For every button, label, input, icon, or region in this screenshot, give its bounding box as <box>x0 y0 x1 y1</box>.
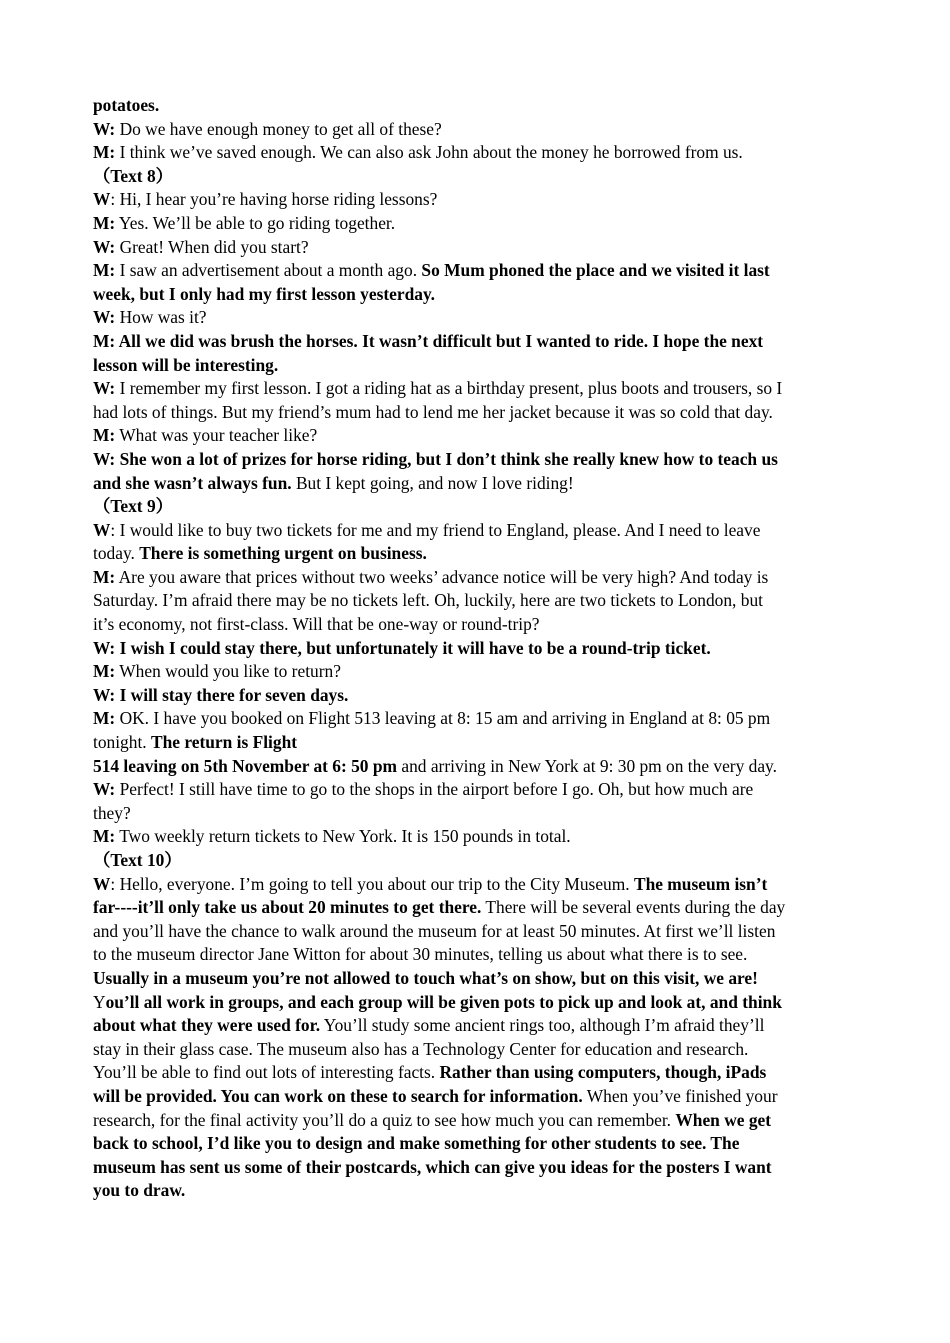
text-line <box>93 637 863 661</box>
text-run: Do we have enough money to get all of these? <box>115 118 442 139</box>
text-line <box>93 731 863 755</box>
bold-text: M: <box>93 260 116 281</box>
text-line <box>93 1085 863 1109</box>
text-run: Great! When did you start? <box>115 236 309 257</box>
text-line <box>93 519 863 543</box>
text-run: When you’ve finished your <box>582 1085 778 1106</box>
bold-text: ou’ll all work in groups, and each group will be given pots to pick up and look at, and think <box>105 991 782 1012</box>
bold-text: M: All we did was brush the horses. It wasn’t difficult but I wanted to ride. I hope the next <box>93 330 764 351</box>
text-line <box>93 873 863 897</box>
text-line <box>93 401 863 425</box>
text-run: Y <box>93 991 106 1012</box>
text-line <box>93 118 863 142</box>
text-line <box>93 259 863 283</box>
bold-text: M: <box>93 708 116 729</box>
text-line <box>93 1109 863 1133</box>
text-line <box>93 802 863 826</box>
document-page <box>93 94 863 1203</box>
text-run: it’s economy, not first-class. Will that be one-way or round-trip? <box>93 614 540 635</box>
bold-text: W: <box>93 307 116 328</box>
text-run: : Hello, everyone. I’m going to tell you about our trip to the City Museum. <box>110 873 634 894</box>
bold-text: will be provided. You can work on these to search for information. <box>93 1085 583 1106</box>
bold-text: week, but I only had my first lesson yesterday. <box>93 283 436 304</box>
text-line <box>93 495 863 519</box>
bold-text: W: <box>93 236 116 257</box>
bold-text: （Text 8） <box>93 165 174 186</box>
text-line <box>93 1061 863 1085</box>
text-line <box>93 684 863 708</box>
text-line <box>93 660 863 684</box>
text-run: had lots of things. But my friend’s mum had to lend me her jacket because it was so cold that day. <box>93 401 773 422</box>
text-run: OK. I have you booked on Flight 513 leaving at 8: 15 am and arriving in England at 8: 05 pm <box>115 708 771 729</box>
text-run: today. <box>93 543 140 564</box>
text-run: : Hi, I hear you’re having horse riding lessons? <box>110 189 438 210</box>
bold-text: museum has sent us some of their postcards, which can give you ideas for the posters I want <box>93 1156 772 1177</box>
text-run: Saturday. I’m afraid there may be no tickets left. Oh, luckily, here are two tickets to London, but <box>93 590 763 611</box>
text-run: they? <box>93 802 131 823</box>
text-run: When would you like to return? <box>115 661 341 682</box>
text-line <box>93 943 863 967</box>
bold-text: W: She won a lot of prizes for horse riding, but I don’t think she really knew how to teach us <box>93 448 778 469</box>
bold-text: W <box>93 519 111 540</box>
text-run: Are you aware that prices without two weeks’ advance notice will be very high? And today is <box>115 566 769 587</box>
bold-text: 514 leaving on 5th November at 6: 50 pm <box>93 755 398 776</box>
bold-text: M: <box>93 566 116 587</box>
bold-text: W: I wish I could stay there, but unfortunately it will have to be a round-trip ticket. <box>93 637 711 658</box>
text-run: and arriving in New York at 9: 30 pm on the very day. <box>397 755 777 776</box>
bold-text: （Text 10） <box>93 850 182 870</box>
text-line <box>93 165 863 189</box>
text-run: stay in their glass case. The museum also has a Technology Center for education and research. <box>93 1038 749 1059</box>
text-line <box>93 589 863 613</box>
text-run: I think we’ve saved enough. We can also ask John about the money he borrowed from us. <box>115 142 743 163</box>
text-line <box>93 1132 863 1156</box>
bold-text: M: <box>93 142 116 163</box>
text-line <box>93 94 863 118</box>
text-line <box>93 424 863 448</box>
bold-text: about what they were used for. <box>93 1015 321 1036</box>
text-line <box>93 236 863 260</box>
text-line <box>93 825 863 849</box>
text-run: How was it? <box>115 307 207 328</box>
bold-text: M: <box>93 661 116 682</box>
text-run: You’ll study some ancient rings too, although I’m afraid they’ll <box>320 1015 765 1036</box>
text-line <box>93 778 863 802</box>
text-line <box>93 212 863 236</box>
text-line <box>93 283 863 307</box>
bold-text: The museum isn’t <box>633 873 768 894</box>
bold-text: you to draw. <box>93 1180 186 1201</box>
bold-text: Rather than using computers, though, iPads <box>439 1062 767 1083</box>
text-run: Two weekly return tickets to New York. It is 150 pounds in total. <box>115 826 571 847</box>
bold-text: W: <box>93 378 116 399</box>
text-line <box>93 1038 863 1062</box>
bold-text: M: <box>93 212 116 233</box>
text-line <box>93 448 863 472</box>
text-run: But I kept going, and now I love riding! <box>291 472 574 493</box>
bold-text: M: <box>93 425 116 446</box>
bold-text: W: <box>93 118 116 139</box>
text-run: : I would like to buy two tickets for me and my friend to England, please. And I need to leave <box>110 519 761 540</box>
bold-text: potatoes. <box>93 95 160 115</box>
text-line <box>93 472 863 496</box>
text-line <box>93 707 863 731</box>
text-run: Yes. We’ll be able to go riding together. <box>115 212 396 233</box>
text-run: to the museum director Jane Witton for about 30 minutes, telling us about what there is to see. <box>93 944 748 965</box>
bold-text: There is something urgent on business. <box>139 543 427 564</box>
text-run: There will be several events during the day <box>481 897 786 918</box>
text-line <box>93 1014 863 1038</box>
bold-text: （Text 9） <box>93 496 174 517</box>
bold-text: W: <box>93 779 116 800</box>
text-run: What was your teacher like? <box>115 425 318 446</box>
bold-text: W <box>93 189 111 210</box>
bold-text: lesson will be interesting. <box>93 354 279 375</box>
text-run: research, for the final activity you’ll do a quiz to see how much you can remember. <box>93 1109 676 1130</box>
bold-text: Usually in a museum you’re not allowed to touch what’s on show, but on this visit, we are! <box>93 967 758 988</box>
text-run: Perfect! I still have time to go to the shops in the airport before I go. Oh, but how much are <box>115 779 754 800</box>
text-run: I remember my first lesson. I got a riding hat as a birthday present, plus boots and trousers, so I <box>115 378 783 399</box>
bold-text: When we get <box>675 1109 772 1130</box>
text-line <box>93 306 863 330</box>
text-line <box>93 920 863 944</box>
bold-text: back to school, I’d like you to design and make something for other students to see. The <box>93 1133 740 1154</box>
bold-text: W: I will stay there for seven days. <box>93 684 349 705</box>
bold-text: and she wasn’t always fun. <box>93 472 292 493</box>
text-line <box>93 755 863 779</box>
text-line <box>93 967 863 991</box>
bold-text: W <box>93 873 111 894</box>
text-run: tonight. <box>93 732 151 753</box>
text-run: I saw an advertisement about a month ago. <box>115 260 422 281</box>
bold-text: M: <box>93 826 116 847</box>
text-line <box>93 354 863 378</box>
text-line <box>93 1156 863 1180</box>
bold-text: far----it’ll only take us about 20 minutes to get there. <box>93 897 482 918</box>
bold-text: So Mum phoned the place and we visited it last <box>421 260 770 281</box>
text-line <box>93 330 863 354</box>
text-line <box>93 896 863 920</box>
text-line <box>93 377 863 401</box>
text-line <box>93 188 863 212</box>
text-line <box>93 542 863 566</box>
text-line <box>93 566 863 590</box>
text-line <box>93 141 863 165</box>
text-line <box>93 849 863 873</box>
text-line <box>93 613 863 637</box>
text-line <box>93 991 863 1015</box>
text-run: and you’ll have the chance to walk around the museum for at least 50 minutes. At first we’ll listen <box>93 920 776 941</box>
text-line <box>93 1179 863 1203</box>
text-run: You’ll be able to find out lots of interesting facts. <box>93 1062 440 1083</box>
bold-text: The return is Flight <box>150 732 298 753</box>
